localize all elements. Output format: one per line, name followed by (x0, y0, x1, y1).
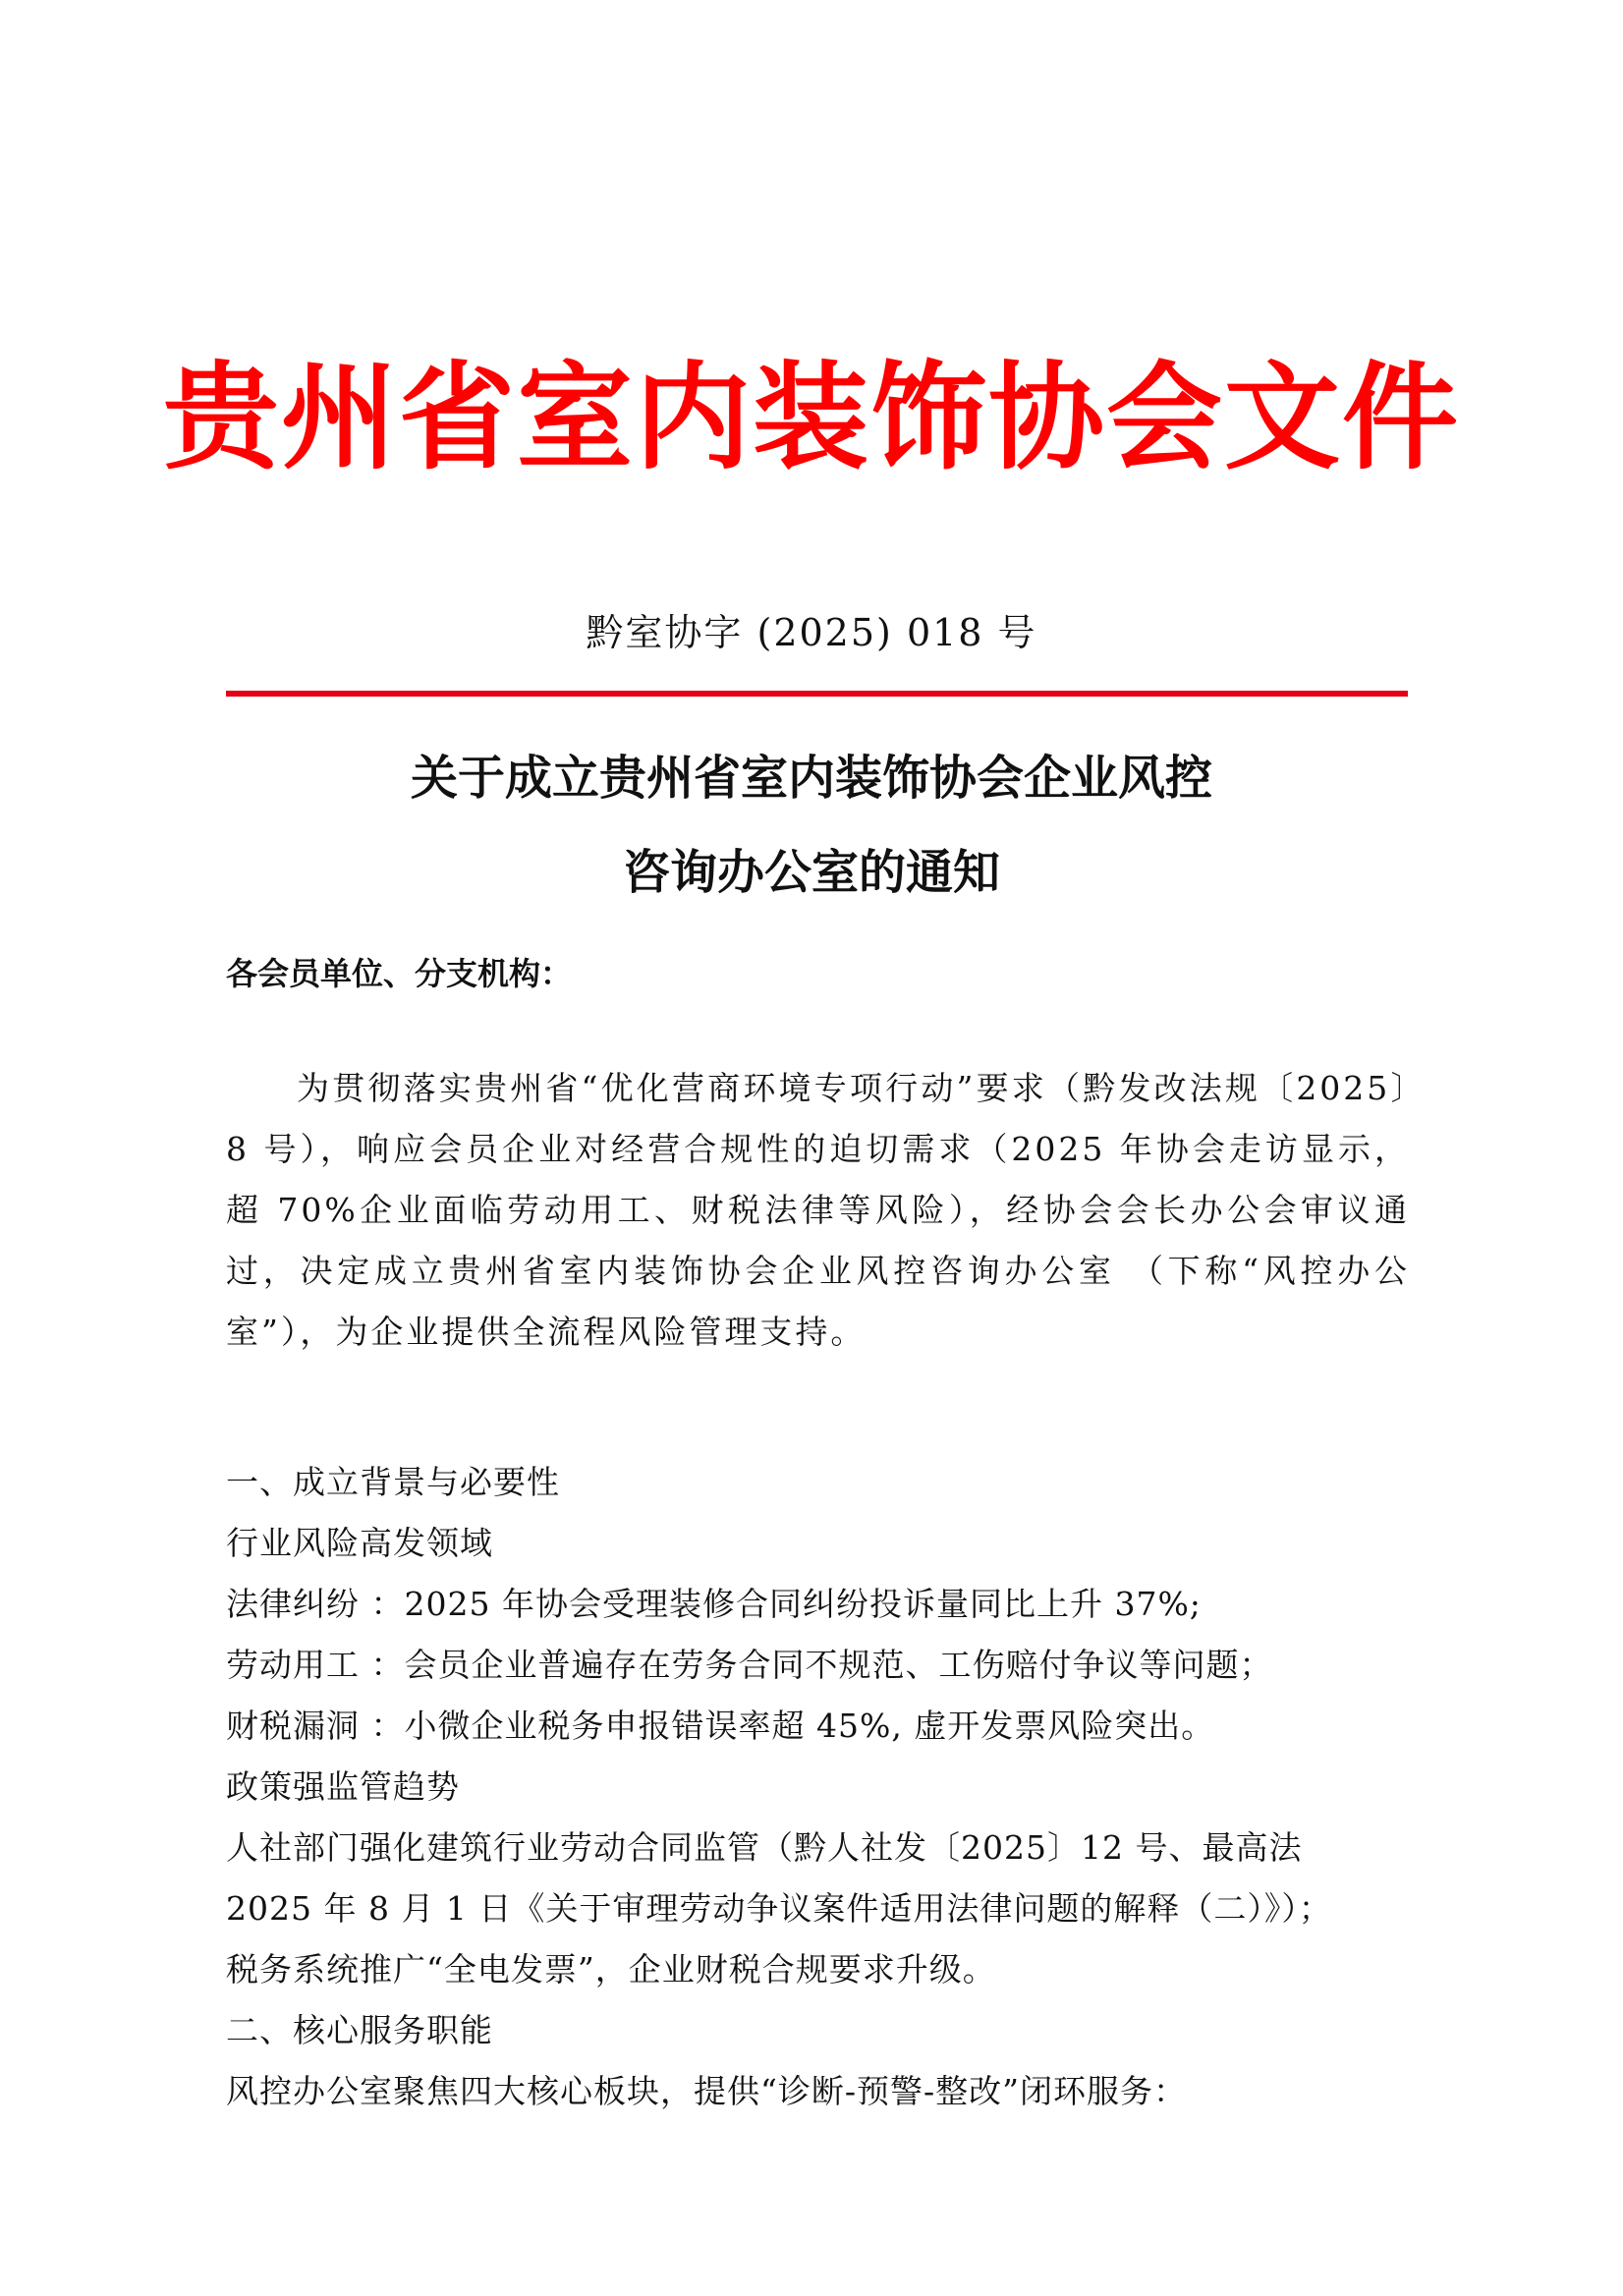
policy-line-3: 税务系统推广“全电发票”，企业财税合规要求升级。 (226, 1950, 996, 1988)
policy-line-2: 2025 年 8 月 1 日《关于审理劳动争议案件适用法律问题的解释（二）》）； (226, 1889, 1332, 1928)
section-heading-services: 二、核心服务职能 (226, 2011, 493, 2049)
subheading-policy-trend: 政策强监管趋势 (226, 1767, 460, 1806)
risk-item-legal: 法律纠纷 ：2025 年协会受理装修合同纠纷投诉量同比上升 37%; (226, 1585, 1202, 1623)
risk-item-tax: 财税漏洞 ：小微企业税务申报错误率超 45%, 虚开发票风险突出。 (226, 1707, 1215, 1745)
notice-title-line-1: 关于成立贵州省室内装饰协会企业风控 (410, 751, 1212, 806)
notice-title-line-2: 咨询办公室的通知 (622, 845, 1000, 900)
document-number: 黔室协字 (2025) 018 号 (586, 611, 1037, 654)
risk-item-labor: 劳动用工 ：会员企业普遍存在劳务合同不规范、工伤赔付争议等问题； (226, 1646, 1273, 1684)
addressee: 各会员单位、分支机构： (226, 955, 573, 992)
subheading-risk-areas: 行业风险高发领域 (226, 1524, 493, 1562)
document-header-title: 贵州省室内装饰协会文件 (162, 350, 1460, 485)
intro-paragraph: 为贯彻落实贵州省“优化营商环境专项行动”要求（黔发改法规〔2025〕8 号），响应会员企业对经营合规性的迫切需求（2025 年协会走访显示，超 70%企业面临劳动用工、财税法律等风险），经协会会长办公会审议通过，决定成立贵州省室内装饰协会企业风控咨询办公室 （下称“风控办公室”），为企业提供全流程风险管理支持。 (226, 1069, 1410, 1351)
header-divider-rule (226, 691, 1408, 697)
section-heading-background: 一、成立背景与必要性 (226, 1463, 560, 1501)
policy-line-1: 人社部门强化建筑行业劳动合同监管（黔人社发〔2025〕12 号、最高法 (226, 1828, 1303, 1867)
services-intro-line: 风控办公室聚焦四大核心板块，提供“诊断-预警-整改”闭环服务： (226, 2072, 1188, 2110)
